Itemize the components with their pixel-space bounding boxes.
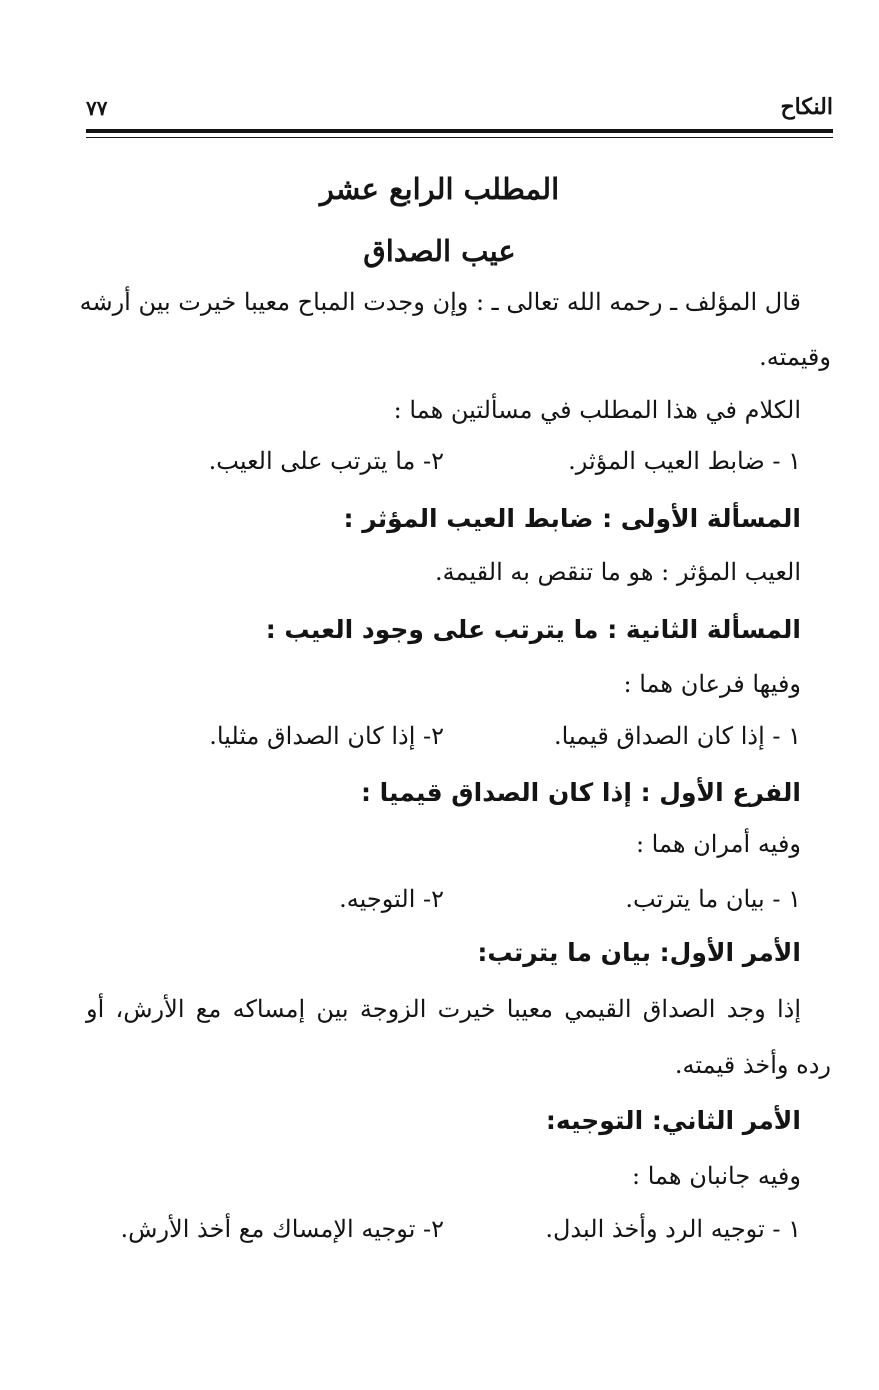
issue-2-item-1: ١ - إذا كان الصداق قيميا. — [554, 722, 801, 750]
issue-1-text: العيب المؤثر : هو ما تنقص به القيمة. — [435, 558, 801, 586]
issue-1-heading: المسألة الأولى : ضابط العيب المؤثر : — [343, 504, 801, 533]
matter-1-line-1: إذا وجد الصداق القيمي معيبا خيرت الزوجة بين إمساكه مع الأرش، أو — [86, 995, 801, 1023]
overview-paragraph: الكلام في هذا المطلب في مسألتين هما : — [393, 396, 801, 424]
branch-1-item-2: ٢- التوجيه. — [339, 885, 444, 913]
branch-1-heading: الفرع الأول : إذا كان الصداق قيميا : — [360, 778, 801, 807]
matter-2-heading: الأمر الثاني: التوجيه: — [545, 1106, 801, 1135]
issues-list-item-1: ١ - ضابط العيب المؤثر. — [568, 447, 801, 475]
issue-2-intro: وفيها فرعان هما : — [623, 670, 801, 698]
issue-2-item-2: ٢- إذا كان الصداق مثليا. — [209, 722, 444, 750]
matter-2-intro: وفيه جانبان هما : — [632, 1162, 801, 1190]
section-title: المطلب الرابع عشر — [319, 172, 560, 206]
branch-1-intro: وفيه أمران هما : — [635, 830, 801, 858]
matter-2-item-2: ٢- توجيه الإمساك مع أخذ الأرش. — [120, 1215, 444, 1243]
issue-2-heading: المسألة الثانية : ما يترتب على وجود العيب : — [265, 615, 801, 644]
branch-1-item-1: ١ - بيان ما يترتب. — [625, 885, 801, 913]
running-header — [86, 88, 833, 128]
matter-2-item-1: ١ - توجيه الرد وأخذ البدل. — [545, 1215, 801, 1243]
section-subtitle: عيب الصداق — [363, 234, 516, 268]
chapter-title: النكاح — [780, 94, 833, 120]
matter-1-line-2: رده وأخذ قيمته. — [674, 1051, 831, 1079]
intro-line-1: قال المؤلف ـ رحمه الله تعالى ـ : وإن وجدت المباح معيبا خيرت بين أرشه — [79, 288, 801, 316]
intro-line-2: وقيمته. — [759, 343, 831, 371]
issues-list-item-2: ٢- ما يترتب على العيب. — [208, 447, 444, 475]
header-rule-thick — [86, 129, 833, 133]
matter-1-heading: الأمر الأول: بيان ما يترتب: — [477, 938, 801, 967]
header-rule-thin — [86, 137, 833, 138]
page-number: ٧٧ — [86, 96, 108, 120]
